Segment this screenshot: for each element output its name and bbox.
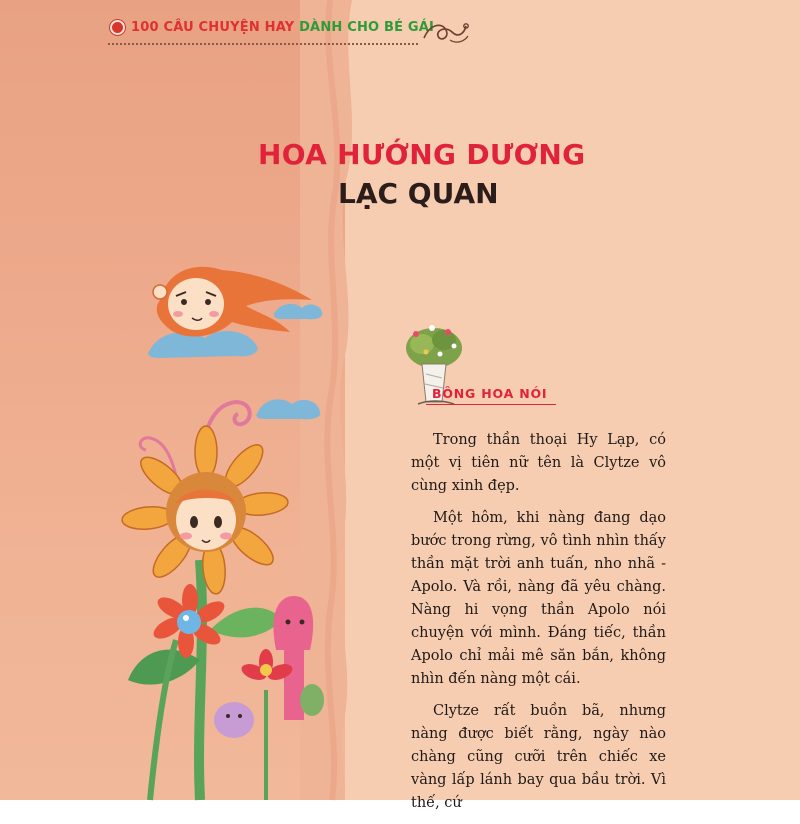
story-title-line2: LẠC QUAN [338,177,499,210]
story-body [411,429,666,824]
story-paragraph-1: Trong thần thoại Hy Lạp, có một vị tiên nữ tên là Clytze vô cùng xinh đẹp. [411,432,666,494]
caption-underline [426,404,556,405]
story-paragraph-2: Một hôm, khi nàng đang dạo bước trong rừng, vô tình nhìn thấy thần mặt trời anh tuấn, nho nhã - Apolo. Và rồi, nàng đã yêu chàng. Nàng hi vọng thần Apolo nói chuyện với mình. Đáng tiếc, thần Apolo chỉ mải mê săn bắn, không nhìn đến nàng một cái. [411,510,666,687]
series-title-suffix: DÀNH CHO BÉ GÁI [299,19,435,35]
sun-character-icon [153,267,312,337]
small-flower-icon [150,584,228,800]
little-creature-icon [214,684,324,738]
story-paragraph-3: Clytze rất buồn bã, nhưng nàng được biết rằng, ngày nào chàng cũng cưỡi trên chiếc xe vàng lấp lánh bay qua bầu trời. Vì thế, cứ [411,703,666,811]
swirl-ornament-icon [420,14,472,48]
section-caption: BÔNG HOA NÓI [432,386,548,401]
sunflower-illustration [0,0,345,800]
story-title-line1: HOA HƯỚNG DƯƠNG [258,138,586,171]
sunflower-head [121,426,289,595]
series-title-prefix: 100 CÂU CHUYỆN HAY [131,19,300,35]
